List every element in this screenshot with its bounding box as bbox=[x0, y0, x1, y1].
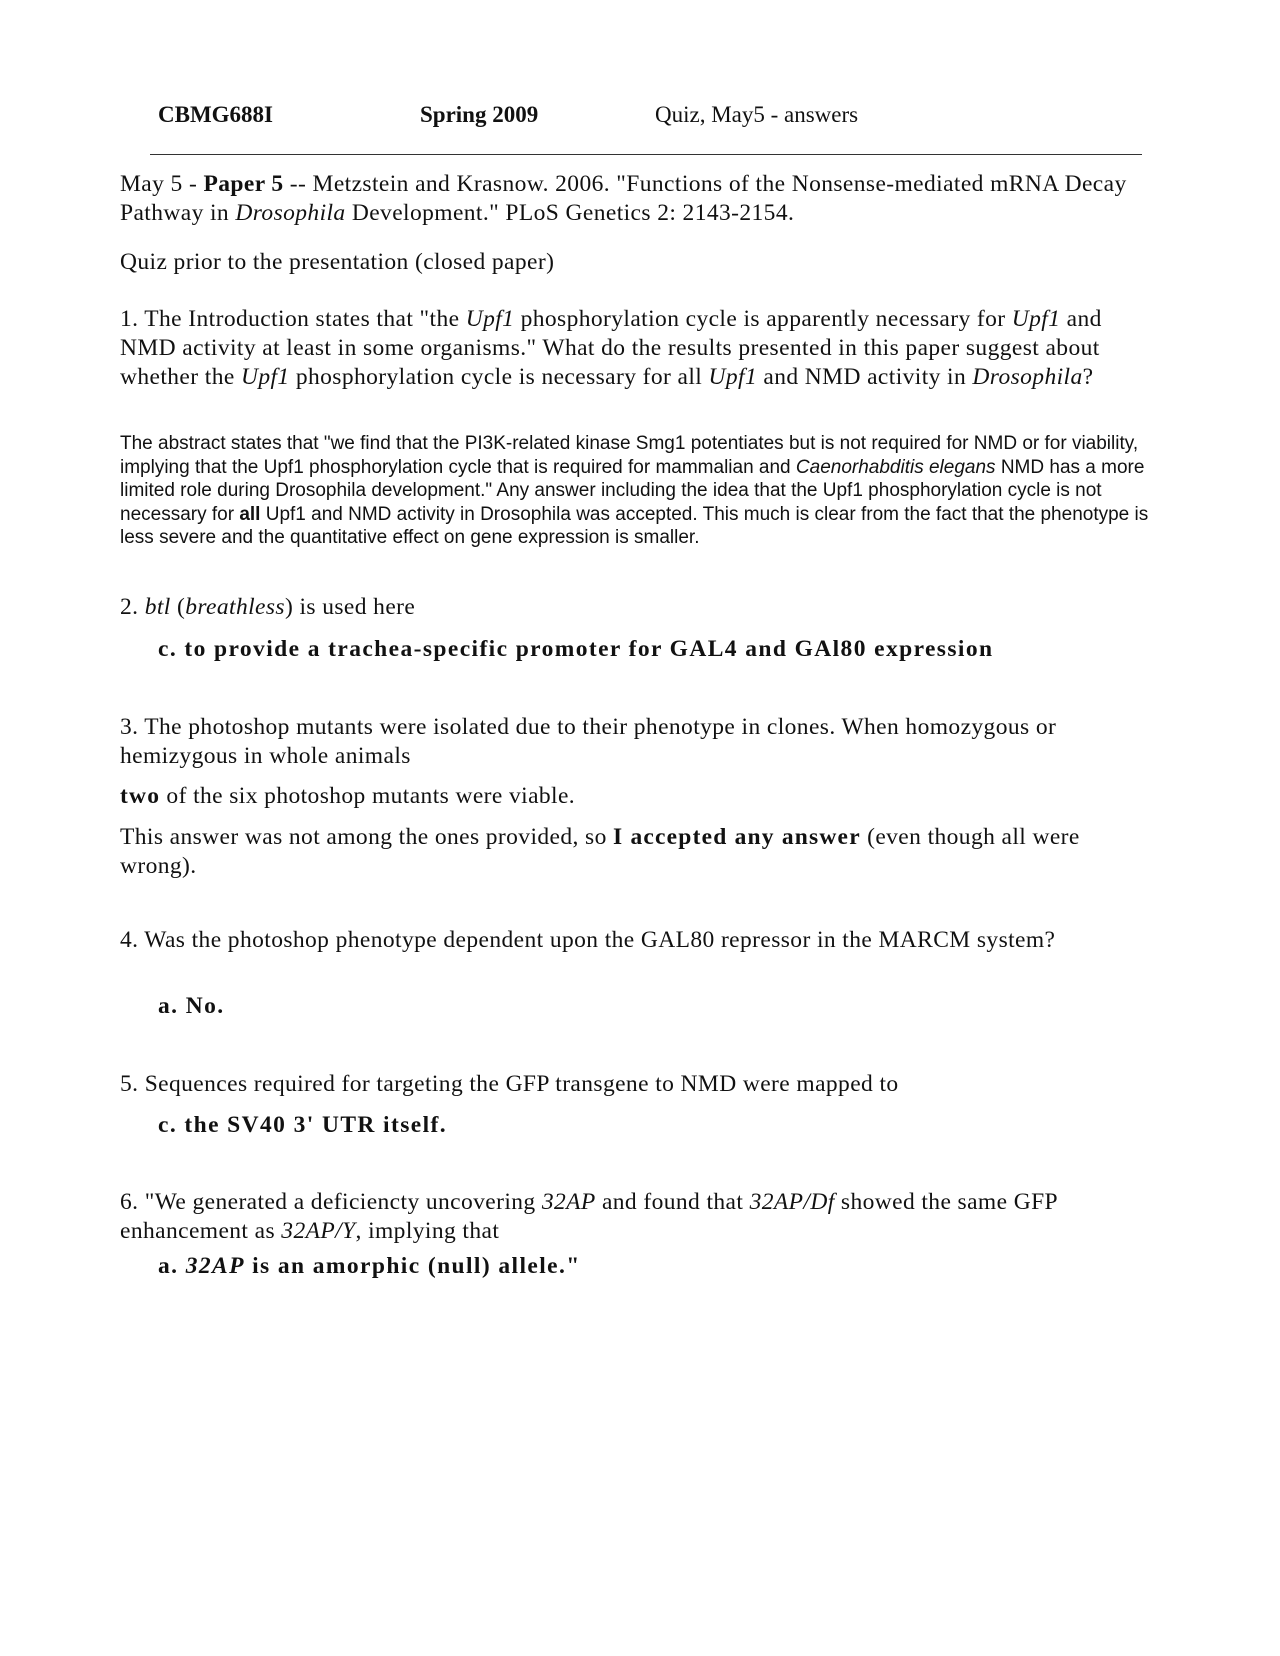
header-rule bbox=[150, 154, 1142, 155]
quiz-note: Quiz prior to the presentation (closed paper) bbox=[120, 249, 555, 275]
answer-4: a. No. bbox=[158, 993, 225, 1019]
question-2: 2. btl (breathless) is used here bbox=[120, 594, 416, 620]
question-1: 1. The Introduction states that "the Upf1 phosphorylation cycle is apparently necessary for Upf1 and NMD activity at least in some organisms." What do the results presented in this paper suggest about whether the Upf1 phosphorylation cycle is necessary for all Upf1 and NMD activity in Drosophila? bbox=[120, 306, 1102, 390]
answer-1: The abstract states that "we find that the PI3K-related kinase Smg1 potentiates but is not required for NMD or for viability, implying that the Upf1 phosphorylation cycle that is required for mammalian and Caenorhabditis elegans NMD has a more limited role during Drosophila development." Any answer including the idea that the Upf1 phosphorylation cycle is not necessary for all Upf1 and NMD activity in Drosophila was accepted. This much is clear from the fact that the phenotype is less severe and the quantitative effect on gene expression is smaller. bbox=[120, 433, 1149, 548]
question-3: 3. The photoshop mutants were isolated due to their phenotype in clones. When homozygous or hemizygous in whole animals bbox=[120, 714, 1057, 769]
answer-2: c. to provide a trachea-specific promoter for GAL4 and GAl80 expression bbox=[158, 636, 994, 662]
answer-3: two of the six photoshop mutants were viable. bbox=[120, 783, 576, 809]
answer-3-note: This answer was not among the ones provided, so I accepted any answer (even though all were wrong). bbox=[120, 824, 1080, 879]
course-code: CBMG688I bbox=[158, 102, 273, 127]
question-5: 5. Sequences required for targeting the GFP transgene to NMD were mapped to bbox=[120, 1071, 899, 1097]
quiz-title: Quiz, May5 - answers bbox=[655, 102, 859, 127]
question-6: 6. "We generated a deficiencty uncovering 32AP and found that 32AP/Df showed the same GFP enhancement as 32AP/Y, implying that bbox=[120, 1189, 1058, 1244]
term: Spring 2009 bbox=[420, 102, 539, 127]
question-4: 4. Was the photoshop phenotype dependent upon the GAL80 repressor in the MARCM system? bbox=[120, 927, 1056, 953]
answer-6: a. 32AP is an amorphic (null) allele." bbox=[158, 1253, 581, 1279]
answer-5: c. the SV40 3' UTR itself. bbox=[158, 1112, 448, 1138]
citation: May 5 - Paper 5 -- Metzstein and Krasnow. 2006. "Functions of the Nonsense-mediated mRNA Decay Pathway in Drosophila Development." PLoS Genetics 2: 2143-2154. bbox=[120, 171, 1127, 226]
